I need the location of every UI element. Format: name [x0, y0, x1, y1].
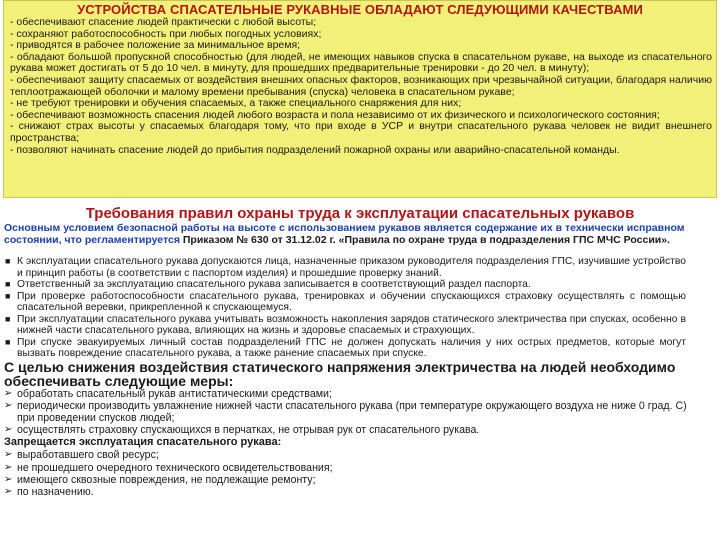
rule-item: [0, 256, 720, 279]
rule-item: [0, 314, 720, 337]
rule-item: [0, 337, 720, 360]
arrow-bullet-icon: ➢: [4, 485, 13, 497]
rule-text: При эксплуатации спасательного рукава учитывать возможность накопления зарядов статического электричества при спусках, особенно в нижней части спасательного рукава, влияющих на жизнь и здоровье спасаемых и страхующих.: [17, 313, 686, 336]
measure-text: осуществлять страховку спускающихся в перчатках, не отрывая рук от спасательного рукава.: [17, 424, 480, 437]
measure-text: обработать спасательный рукав антистатическими средствами;: [17, 387, 332, 400]
qualities-item: - сохраняют работоспособность при любых погодных условиях;: [10, 27, 322, 40]
square-bullet-icon: ■: [5, 290, 11, 301]
qualities-list: [4, 17, 716, 156]
requirements-panel: [0, 203, 720, 540]
forbidden-text: выработавшего свой ресурс;: [17, 449, 159, 462]
rules-list: [0, 256, 720, 360]
square-bullet-icon: ■: [5, 256, 11, 266]
rule-text: Ответственный за эксплуатацию спасательного рукава записывается в соответствующий раздел паспорта.: [17, 279, 531, 290]
intro-order-reference: Приказом № 630 от 31.12.02 г. «Правила по охране труда в подразделения ГПС МЧС России».: [179, 233, 671, 246]
forbidden-item: [0, 486, 720, 498]
rule-item: [0, 291, 720, 314]
qualities-item: - обладают большой пропускной способностью (для людей, не имеющих навыков спуска в спасательном рукаве, на выходе из спасательного рукава может достигать от 5 до 10 чел. в минуту, для прошедших предварительные тренировки - до 20 чел. в минуту);: [10, 50, 712, 75]
qualities-item: - снижают страх высоты у спасаемых благодаря тому, что при входе в УСР и внутри спасательного рукава человек не видит внешнего пространства;: [10, 120, 712, 144]
qualities-item: - обеспечивают защиту спасаемых от воздействия внешних опасных факторов, возникающих при чрезвычайной ситуации, благодаря наличию теплоотражающей оболочки и малому времени пребывания (спуска) человека в спасательном рукаве;: [10, 73, 712, 98]
arrow-bullet-icon: ➢: [4, 449, 13, 461]
measure-item: [0, 424, 720, 436]
requirements-intro: [4, 223, 716, 246]
static-measures-heading: С целью снижения воздействия статического напряжения электричества на людей необходимо обеспечивать следующие меры:: [4, 358, 676, 389]
square-bullet-icon: ■: [5, 279, 11, 289]
measure-item: [0, 400, 720, 424]
forbidden-heading: Запрещается эксплуатация спасательного рукава:: [4, 436, 282, 449]
rule-text: При проверке работоспособности спасательного рукава, тренировках и обучении спускающихся страховку осуществлять с помощью спасательной веревки, прикрепленной к спускающемуся.: [17, 290, 686, 313]
qualities-item: - обеспечивают спасение людей практически с любой высоты;: [10, 16, 317, 28]
rule-item: [0, 279, 720, 291]
measure-text: периодически производить увлажнение нижней части спасательного рукава (при температуре окружающего воздуха не ниже 0 град. С) при проведении спусков людей;: [17, 399, 687, 424]
arrow-bullet-icon: ➢: [4, 461, 13, 473]
intro-condition-text: Основным условием безопасной работы на высоте с использованием рукавов является содержание их в технически исправном состоянии, что регламентируется: [4, 222, 685, 246]
qualities-item: - позволяют начинать спасение людей до прибытия подразделений пожарной охраны или аварийно-спасательной команды.: [10, 143, 620, 156]
forbidden-item: [0, 462, 720, 474]
forbidden-text: по назначению.: [17, 485, 94, 498]
forbidden-item: [0, 474, 720, 486]
requirements-title: Требования правил охраны труда к эксплуатации спасательных рукавов: [85, 205, 635, 222]
square-bullet-icon: ■: [5, 313, 11, 324]
forbidden-text: имеющего сквозные повреждения, не подлежащие ремонту;: [17, 473, 316, 486]
arrow-bullet-icon: ➢: [4, 399, 13, 411]
qualities-item: - обеспечивают возможность спасения людей любого возраста и пола независимо от их физического и психологического состояния;: [10, 108, 660, 121]
rule-text: К эксплуатации спасательного рукава допускаются лица, назначенные приказом руководителя подразделения ГПС, изучившие устройство и принцип работы (в соответствии с паспортом изделия) и прошедшие проверку знаний.: [17, 256, 686, 279]
forbidden-text: не прошедшего очередного технического освидетельствования;: [17, 461, 333, 474]
square-bullet-icon: ■: [5, 336, 11, 347]
static-measures-list: [0, 388, 720, 437]
arrow-bullet-icon: ➢: [4, 473, 13, 485]
arrow-bullet-icon: ➢: [4, 387, 13, 399]
forbidden-list: [0, 449, 720, 498]
qualities-title: УСТРОЙСТВА СПАСАТЕЛЬНЫЕ РУКАВНЫЕ ОБЛАДАЮТ СЛЕДУЮЩИМИ КАЧЕСТВАМИ: [77, 2, 643, 17]
qualities-panel: [3, 0, 717, 198]
arrow-bullet-icon: ➢: [4, 424, 13, 436]
qualities-item: - не требуют тренировки и обучения спасаемых, а также специального снаряжения для них;: [10, 97, 462, 110]
measure-item: [0, 388, 720, 400]
forbidden-item: [0, 449, 720, 461]
qualities-item: - приводятся в рабочее положение за минимальное время;: [10, 39, 301, 52]
rule-text: При спуске эвакуируемых личный состав подразделений ГПС не должен допускать наличия у них острых предметов, которые могут вызвать повреждение спасательного рукава, а также ранение спасаемых при спуске.: [17, 336, 686, 359]
